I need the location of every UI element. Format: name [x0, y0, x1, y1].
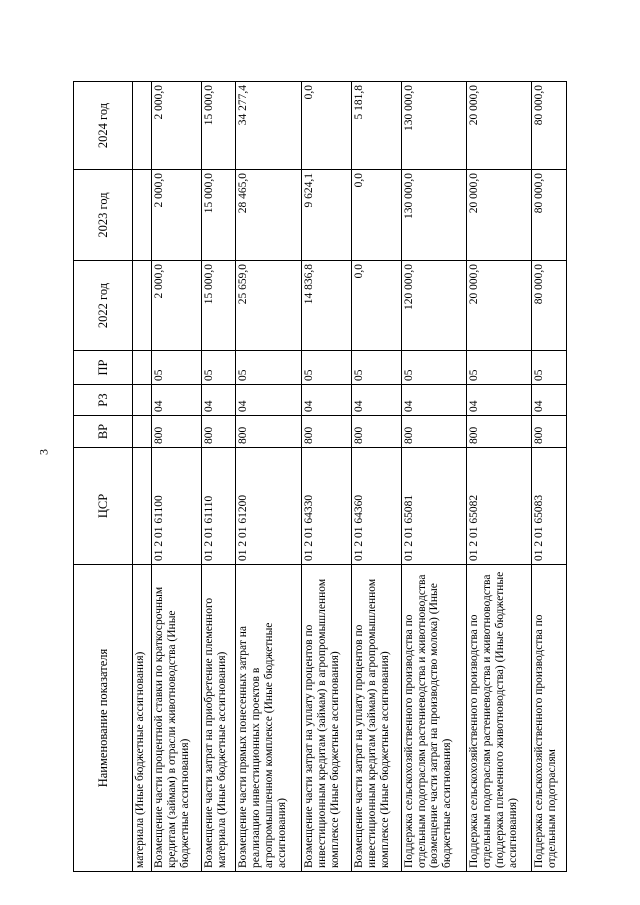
cell-2022: 120 000,0 [401, 261, 466, 351]
cell-2022: 25 659,0 [236, 261, 301, 351]
cell-csr: 01 2 01 64360 [351, 448, 401, 565]
header-name: Наименование показателя [74, 565, 133, 872]
cell-pr: 05 [351, 351, 401, 385]
cell-name: Возмещение части процентной ставки по краткосрочным кредитам (займам) в отрасли животноводства (Иные бюджетные ассигнования) [152, 565, 202, 872]
cell-2022: 14 836,8 [301, 261, 351, 351]
cell-csr: 01 2 01 61100 [152, 448, 202, 565]
cell-csr: 01 2 01 61110 [201, 448, 235, 565]
cell-pr: 05 [152, 351, 202, 385]
cell-2022: 0,0 [351, 261, 401, 351]
cell-2022: 2 000,0 [152, 261, 202, 351]
cell-2024: 5 181,8 [351, 82, 401, 170]
table-row [532, 82, 567, 872]
cell-2024: 0,0 [301, 82, 351, 170]
table-row [152, 82, 202, 872]
header-2023: 2023 год [74, 170, 133, 261]
cell-2023: 9 624,1 [301, 170, 351, 261]
table-row [301, 82, 351, 872]
cell-pr: 05 [467, 351, 532, 385]
cell-2023: 80 000,0 [532, 170, 567, 261]
cell-rz: 04 [351, 385, 401, 416]
header-pr: ПР [74, 351, 133, 385]
cell-vr: 800 [301, 416, 351, 448]
cell-vr: 800 [236, 416, 301, 448]
cell-name: Возмещение части прямых понесенных затрат на реализацию инвестиционных проектов в агропромышленном комплексе (Иные бюджетные ассигнования) [236, 565, 301, 872]
cell-2023: 130 000,0 [401, 170, 466, 261]
cell-pr: 05 [401, 351, 466, 385]
cell-vr: 800 [532, 416, 567, 448]
cell-name: Возмещение части затрат на уплату процентов по инвестиционным кредитам (займам) в агропромышленном комплексе (Иные бюджетные ассигнования) [351, 565, 401, 872]
page-number: 3 [36, 449, 51, 455]
cell-vr: 800 [351, 416, 401, 448]
cell-vr: 800 [201, 416, 235, 448]
cell-rz: 04 [467, 385, 532, 416]
table-row [236, 82, 301, 872]
cell-name: Поддержка сельскохозяйственного производства по отдельным подотраслям растениеводства и животноводства (поддержка племенного животноводства) (Иные бюджетные ассигнования) [467, 565, 532, 872]
header-2022: 2022 год [74, 261, 133, 351]
cell-pr: 05 [532, 351, 567, 385]
cell-rz: 04 [532, 385, 567, 416]
budget-table [73, 81, 567, 872]
cell-vr: 800 [401, 416, 466, 448]
table-row [401, 82, 466, 872]
cell-csr: 01 2 01 64330 [301, 448, 351, 565]
cell-2023: 2 000,0 [152, 170, 202, 261]
cell-2023: 0,0 [351, 170, 401, 261]
table-header-row [74, 82, 133, 872]
header-vr: ВР [74, 416, 133, 448]
cell-2024: 34 277,4 [236, 82, 301, 170]
cell-rz: 04 [152, 385, 202, 416]
cell-2024: 15 000,0 [201, 82, 235, 170]
cell-rz: 04 [236, 385, 301, 416]
cell-rz: 04 [401, 385, 466, 416]
cell-2023: 20 000,0 [467, 170, 532, 261]
cell-csr: 01 2 01 65082 [467, 448, 532, 565]
cell-csr: 01 2 01 65081 [401, 448, 466, 565]
cell-pr: 05 [301, 351, 351, 385]
header-2024: 2024 год [74, 82, 133, 170]
cell-2024: 80 000,0 [532, 82, 567, 170]
cell-2022: 80 000,0 [532, 261, 567, 351]
cell-name: Поддержка сельскохозяйственного производства по отдельным подотраслям растениеводства и животноводства (возмещение части затрат на производство молока) (Иные бюджетные ассигнования) [401, 565, 466, 872]
header-csr: ЦСР [74, 448, 133, 565]
cell-2022: 15 000,0 [201, 261, 235, 351]
cell-rz: 04 [201, 385, 235, 416]
cell-name: Возмещение части затрат на приобретение племенного материала (Иные бюджетные ассигнования) [201, 565, 235, 872]
cell-2022: 20 000,0 [467, 261, 532, 351]
cell-2024: 20 000,0 [467, 82, 532, 170]
rotated-table-wrapper [73, 82, 567, 872]
cell-pr: 05 [201, 351, 235, 385]
table-row [351, 82, 401, 872]
table-row [201, 82, 235, 872]
cell-2023: 28 465,0 [236, 170, 301, 261]
cell-csr: 01 2 01 61200 [236, 448, 301, 565]
cell-csr: 01 2 01 65083 [532, 448, 567, 565]
cell-name: Поддержка сельскохозяйственного производства по отдельным подотраслям [532, 565, 567, 872]
header-rz: РЗ [74, 385, 133, 416]
cell-vr: 800 [152, 416, 202, 448]
cell-rz: 04 [301, 385, 351, 416]
continuation-cell: материала (Иные бюджетные ассигнования) [133, 565, 152, 872]
cell-2023: 15 000,0 [201, 170, 235, 261]
cell-pr: 05 [236, 351, 301, 385]
cell-2024: 130 000,0 [401, 82, 466, 170]
cell-vr: 800 [467, 416, 532, 448]
cell-2024: 2 000,0 [152, 82, 202, 170]
cell-name: Возмещение части затрат на уплату процентов по инвестиционным кредитам (займам) в агропромышленном комплексе (Иные бюджетные ассигнования) [301, 565, 351, 872]
table-row [467, 82, 532, 872]
continuation-row [133, 82, 152, 872]
